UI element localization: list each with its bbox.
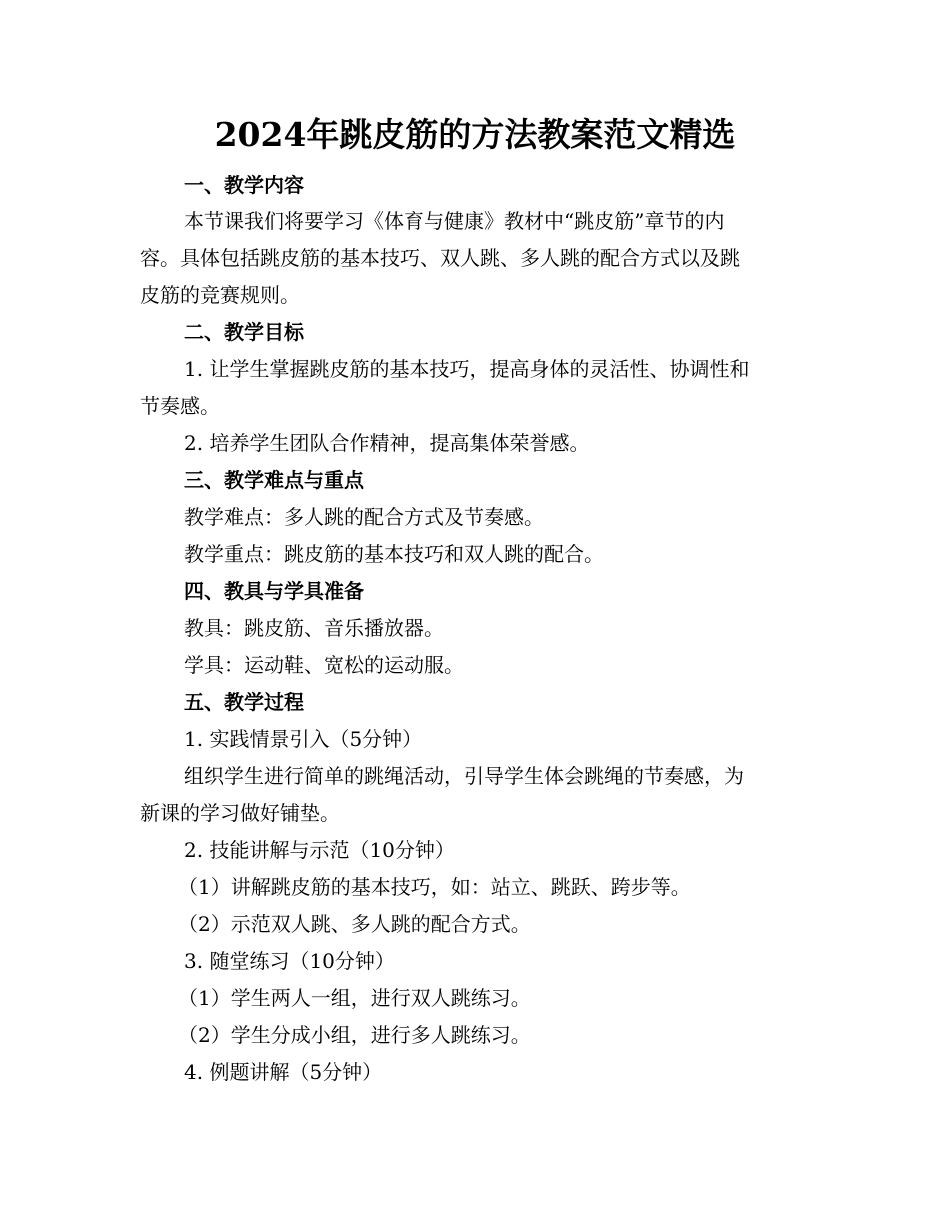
- paragraph-line: 2. 技能讲解与示范（10分钟）: [184, 838, 455, 862]
- paragraph-line: 容。具体包括跳皮筋的基本技巧、双人跳、多人跳的配合方式以及跳: [140, 246, 740, 270]
- section-heading-content: 一、教学内容: [184, 173, 304, 197]
- paragraph-line: 2. 培养学生团队合作精神，提高集体荣誉感。: [184, 431, 590, 455]
- section-heading-materials: 四、教具与学具准备: [184, 579, 364, 603]
- paragraph-line: 本节课我们将要学习《体育与健康》教材中“跳皮筋”章节的内: [184, 209, 725, 233]
- paragraph-line: 3. 随堂练习（10分钟）: [184, 949, 395, 973]
- paragraph-line: 教学难点：多人跳的配合方式及节奏感。: [184, 505, 544, 529]
- paragraph-line: 皮筋的竞赛规则。: [140, 283, 300, 307]
- document-title: 2024年跳皮筋的方法教案范文精选: [214, 115, 736, 154]
- section-heading-difficulties: 三、教学难点与重点: [184, 468, 364, 492]
- paragraph-line: 教学重点：跳皮筋的基本技巧和双人跳的配合。: [184, 542, 604, 566]
- paragraph-line: （1）学生两人一组，进行双人跳练习。: [178, 986, 531, 1010]
- paragraph-line: 1. 实践情景引入（5分钟）: [184, 727, 423, 751]
- section-heading-objectives: 二、教学目标: [184, 320, 304, 344]
- section-heading-process: 五、教学过程: [184, 690, 304, 714]
- paragraph-line: 1. 让学生掌握跳皮筋的基本技巧，提高身体的灵活性、协调性和: [184, 357, 750, 381]
- paragraph-line: 学具：运动鞋、宽松的运动服。: [184, 653, 464, 677]
- paragraph-line: 教具：跳皮筋、音乐播放器。: [184, 616, 444, 640]
- paragraph-line: 节奏感。: [140, 394, 220, 418]
- paragraph-line: （2）学生分成小组，进行多人跳练习。: [178, 1023, 531, 1047]
- paragraph-line: （1）讲解跳皮筋的基本技巧，如：站立、跳跃、跨步等。: [178, 875, 691, 899]
- paragraph-line: （2）示范双人跳、多人跳的配合方式。: [178, 912, 531, 936]
- paragraph-line: 组织学生进行简单的跳绳活动，引导学生体会跳绳的节奏感，为: [184, 764, 744, 788]
- paragraph-line: 4. 例题讲解（5分钟）: [184, 1060, 383, 1084]
- paragraph-line: 新课的学习做好铺垫。: [140, 801, 340, 825]
